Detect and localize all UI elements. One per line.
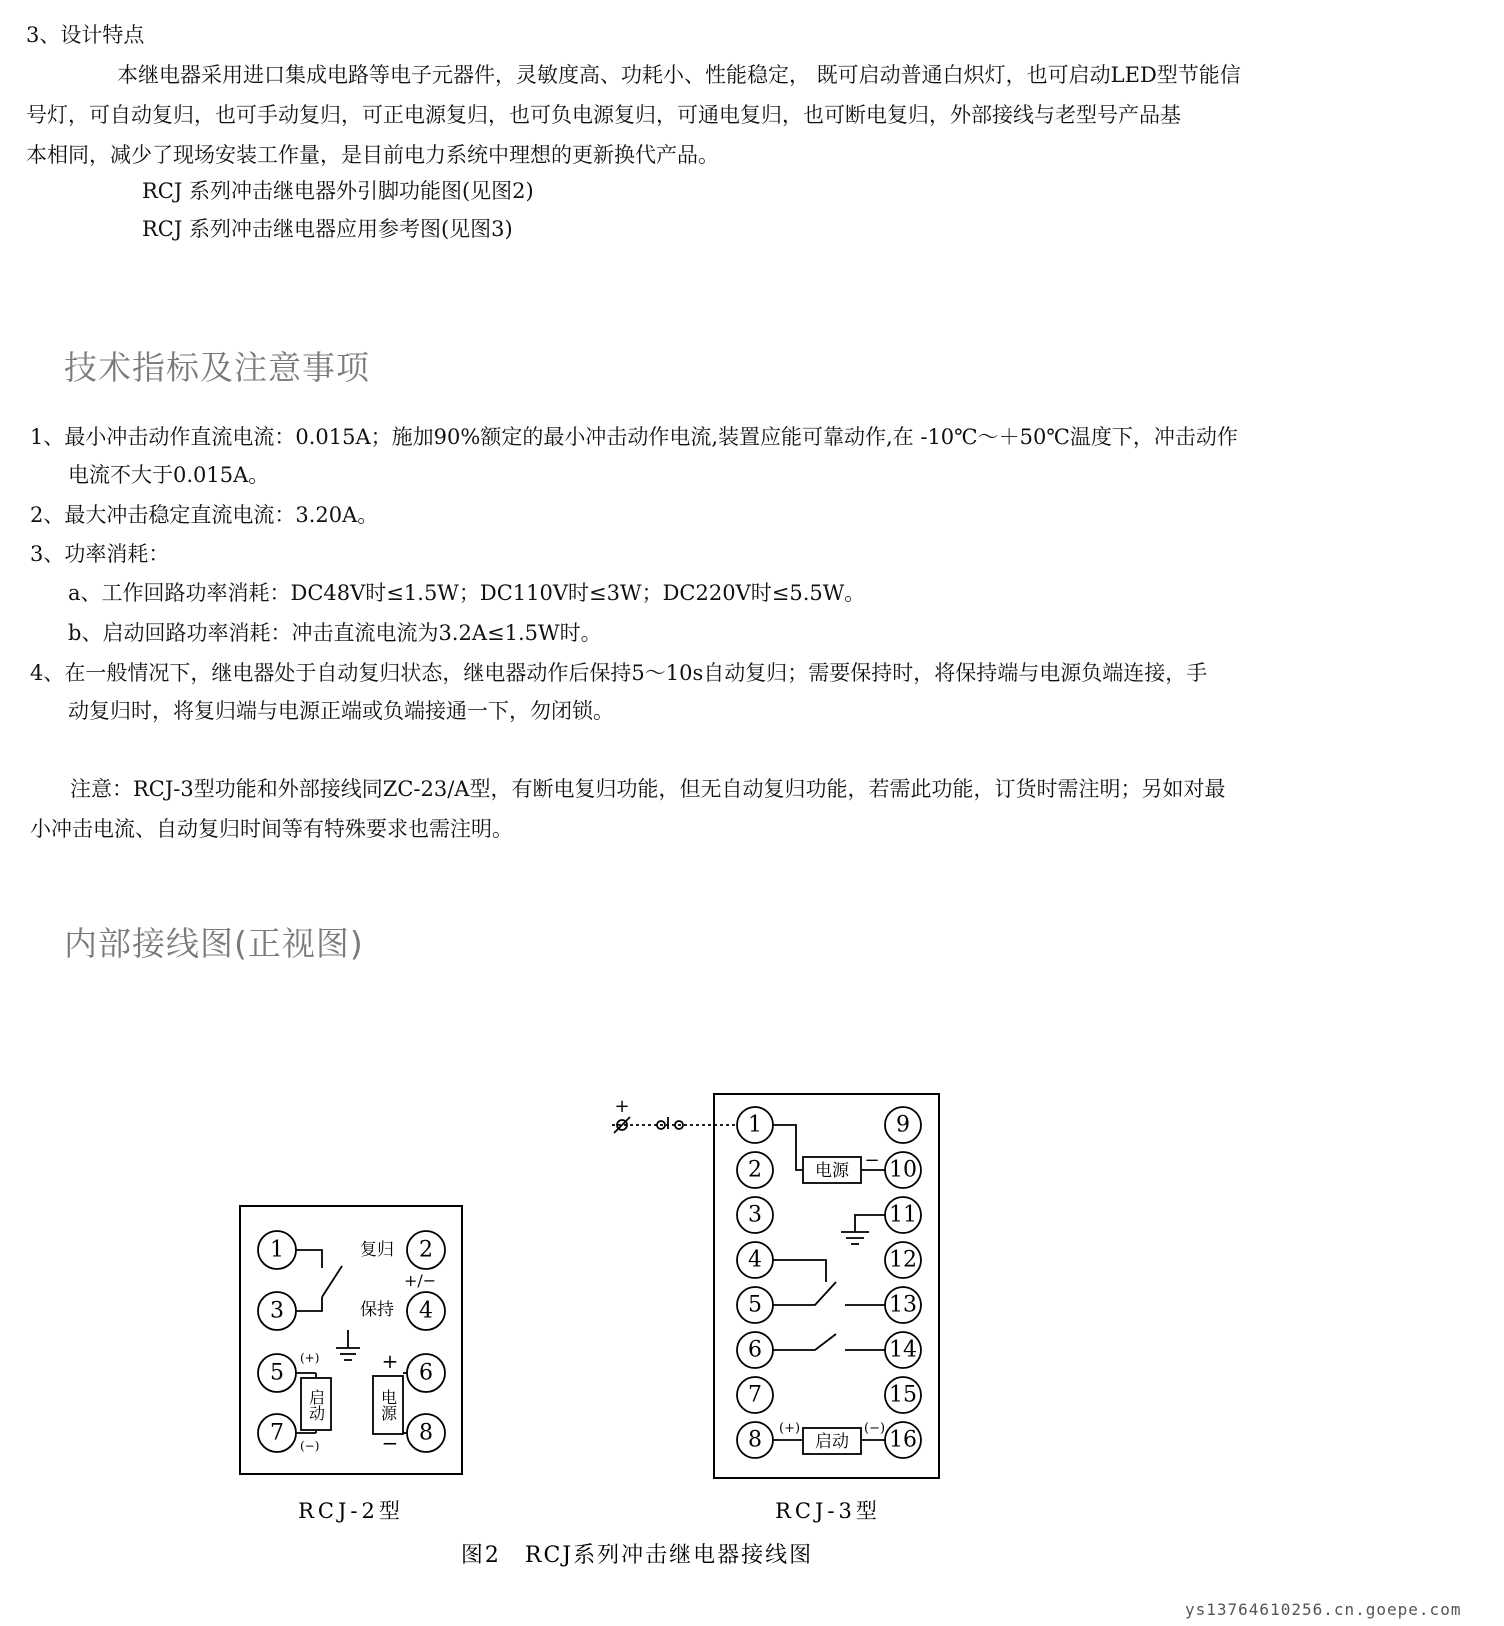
rcj2-pin-label: 1 (270, 1237, 284, 1263)
rcj2-pin-label: 6 (419, 1360, 433, 1386)
spec-item: 电流不大于0.015A。 (68, 463, 270, 487)
note: 小冲击电流、自动复归时间等有特殊要求也需注明。 (30, 817, 513, 841)
spec-subitem: a、工作回路功率消耗：DC48V时≤1.5W；DC110V时≤3W；DC220V时≤5.5W。 (68, 581, 866, 605)
rcj3-plus: + (614, 1096, 630, 1117)
rcj2-pin-label: 2 (419, 1237, 433, 1263)
rcj2-reset-label: 复归 (360, 1240, 394, 1260)
rcj3-pin-label: 8 (748, 1427, 762, 1453)
rcj2-wire-3 (296, 1297, 322, 1311)
rcj3-start-text: 启动 (815, 1432, 849, 1452)
rcj3-pin-label: 3 (748, 1202, 762, 1228)
rcj3-pin-label: 16 (889, 1427, 917, 1453)
rcj3-pin-label: 4 (748, 1247, 762, 1273)
section-title: 3、设计特点 (26, 23, 145, 47)
spec-item: 1、最小冲击动作直流电流：0.015A；施加90%额定的最小冲击动作电流,装置应能可靠动作,在 -10℃～＋50℃温度下，冲击动作 (30, 425, 1238, 449)
rcj2-switch-blade (322, 1266, 342, 1297)
rcj2-hold-label: 保持 (360, 1300, 394, 1320)
rcj3-pin-label: 15 (889, 1382, 917, 1408)
rcj3-pin-label: 12 (889, 1247, 917, 1273)
rcj3-minus-paren: (−) (864, 1421, 886, 1436)
rcj2-wire-1 (296, 1250, 322, 1268)
rcj2-plus-paren: (+) (300, 1351, 320, 1365)
rcj3-pin-label: 2 (748, 1157, 762, 1183)
rcj3-pin-label: 13 (889, 1292, 917, 1318)
rcj3-power-text: 电源 (815, 1161, 849, 1181)
rcj3-switch-blade (773, 1282, 836, 1305)
rcj3-pin-label: 6 (748, 1337, 762, 1363)
spec-item: 2、最大冲击稳定直流电流：3.20A。 (30, 503, 379, 527)
rcj3-wire-ground (855, 1215, 885, 1232)
rcj2-label: RCJ-2型 (298, 1499, 404, 1523)
rcj3-switch-blade-2 (773, 1334, 836, 1350)
spec-item: 动复归时，将复归端与电源正端或负端接通一下，勿闭锁。 (68, 699, 614, 723)
rcj3-pin-label: 10 (889, 1157, 917, 1183)
rcj3-pin-label: 1 (748, 1112, 762, 1138)
paragraph-line: 本相同，减少了现场安装工作量，是目前电力系统中理想的更新换代产品。 (26, 143, 719, 167)
rcj2-pin-label: 4 (419, 1298, 433, 1324)
rcj3-pin-label: 14 (889, 1337, 917, 1363)
rcj3-pin-label: 5 (748, 1292, 762, 1318)
rcj2-pin-label: 7 (270, 1420, 284, 1446)
rcj3-plus-paren: (+) (779, 1421, 801, 1436)
watermark: ys13764610256.cn.goepe.com (1185, 1600, 1462, 1619)
rcj2-start-text: 启动 (306, 1389, 326, 1421)
note: 注意：RCJ-3型功能和外部接线同ZC-23/A型，有断电复归功能，但无自动复归功能，若需此功能，订货时需注明；另如对最 (70, 777, 1226, 801)
spec-subitem: b、启动回路功率消耗：冲击直流电流为3.2A≤1.5W时。 (68, 621, 602, 645)
rcj3-label: RCJ-3型 (775, 1499, 881, 1523)
figure-caption: 图2 RCJ系列冲击继电器接线图 (460, 1543, 814, 1568)
rcj2-pm-label: +/− (404, 1271, 437, 1290)
rcj2-minus-paren: (−) (300, 1439, 320, 1453)
rcj2-minus: − (381, 1431, 399, 1455)
rcj2-pin-label: 5 (270, 1360, 284, 1386)
rcj2-pin-label: 3 (270, 1298, 284, 1324)
rcj3-wire-4 (773, 1260, 826, 1282)
paragraph-line: 本继电器采用进口集成电路等电子元器件，灵敏度高、功耗小、性能稳定， 既可启动普通白炽灯，也可启动LED型节能信 (117, 63, 1241, 87)
rcj3-pin-label: 7 (748, 1382, 762, 1408)
rcj3-pin-label: 11 (889, 1202, 917, 1228)
section-heading: 技术指标及注意事项 (64, 348, 370, 387)
figure-reference: RCJ 系列冲击继电器应用参考图(见图3) (142, 217, 513, 241)
rcj3-pin-label: 9 (896, 1112, 910, 1138)
rcj2-plus: + (381, 1349, 399, 1373)
spec-item: 3、功率消耗： (30, 542, 170, 566)
rcj2-power-text: 电源 (378, 1389, 398, 1421)
rcj3-wire-power (773, 1125, 803, 1170)
section-heading: 内部接线图(正视图) (64, 924, 364, 963)
rcj3-minus: − (864, 1150, 880, 1171)
rcj2-pin-label: 8 (419, 1420, 433, 1446)
figure-reference: RCJ 系列冲击继电器外引脚功能图(见图2) (142, 179, 534, 203)
spec-item: 4、在一般情况下，继电器处于自动复归状态，继电器动作后保持5～10s自动复归；需要保持时，将保持端与电源负端连接，手 (30, 661, 1208, 685)
paragraph-line: 号灯，可自动复归，也可手动复归，可正电源复归，也可负电源复归，可通电复归，也可断电复归，外部接线与老型号产品基 (26, 103, 1181, 127)
